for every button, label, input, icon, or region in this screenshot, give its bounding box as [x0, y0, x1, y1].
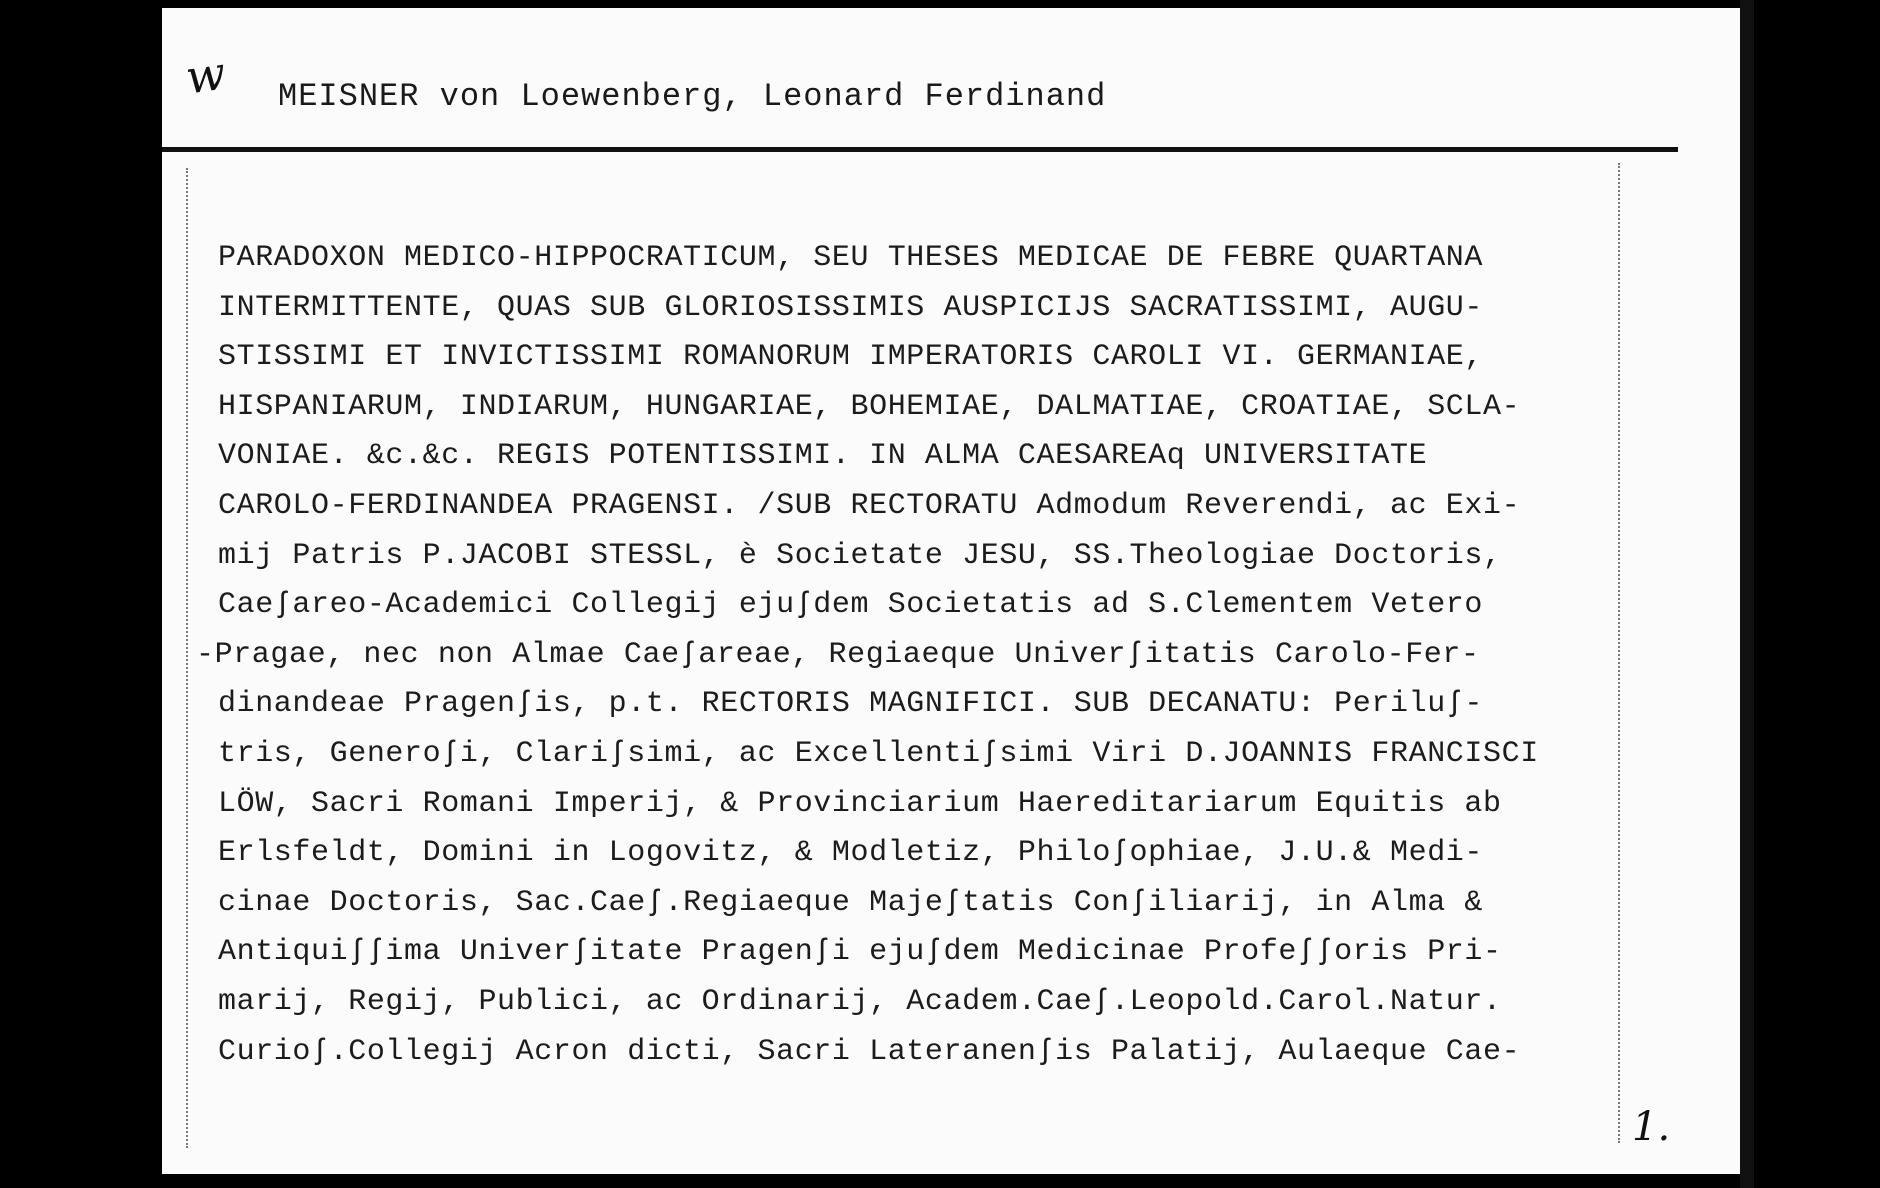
body-line: marij, Regij, Publici, ac Ordinarij, Academ.Caeʃ.Leopold.Carol.Natur.	[218, 984, 1502, 1019]
body-line: Antiquiʃʃima Univerʃitate Pragenʃi ejuʃdem Medicinae Profeʃʃoris Pri-	[218, 935, 1502, 970]
body-line: -Pragae, nec non Almae Caeʃareae, Regiaeque Univerʃitatis Carolo-Fer-	[196, 637, 1480, 672]
header-title: MEISNER von Loewenberg, Leonard Ferdinand	[278, 78, 1107, 115]
body-line: HISPANIARUM, INDIARUM, HUNGARIAE, BOHEMIAE, DALMATIAE, CROATIAE, SCLA-	[218, 389, 1521, 424]
right-margin-line	[1618, 163, 1620, 1143]
body-line: VONIAE. &c.&c. REGIS POTENTISSIMI. IN ALMA CAESAREAq UNIVERSITATE	[218, 439, 1428, 474]
body-line: tris, Generoʃi, Clariʃsimi, ac Excellentiʃsimi Viri D.JOANNIS FRANCISCI	[218, 736, 1539, 771]
body-line: Erlsfeldt, Domini in Logovitz, & Modletiz, Philoʃophiae, J.U.& Medi-	[218, 836, 1483, 871]
page-number: 1.	[1632, 1104, 1671, 1150]
body-line: cinae Doctoris, Sac.Caeʃ.Regiaeque Majeʃtatis Conʃiliarij, in Alma &	[218, 885, 1483, 920]
body-line: dinandeae Pragenʃis, p.t. RECTORIS MAGNIFICI. SUB DECANATU: Periluʃ-	[218, 687, 1483, 722]
body-text	[196, 234, 1618, 1077]
body-line: CAROLO-FERDINANDEA PRAGENSI. /SUB RECTORATU Admodum Reverendi, ac Exi-	[218, 488, 1521, 523]
scan-edge	[1740, 0, 1754, 1188]
handwritten-mark: w	[182, 45, 229, 105]
body-line: PARADOXON MEDICO-HIPPOCRATICUM, SEU THESES MEDICAE DE FEBRE QUARTANA	[218, 241, 1483, 275]
body-line: Curioʃ.Collegij Acron dicti, Sacri Lateranenʃis Palatij, Aulaeque Cae-	[218, 1034, 1521, 1069]
body-line: mij Patris P.JACOBI STESSL, è Societate JESU, SS.Theologiae Doctoris,	[218, 538, 1502, 573]
body-line: INTERMITTENTE, QUAS SUB GLORIOSISSIMIS AUSPICIJS SACRATISSIMI, AUGU-	[218, 290, 1483, 325]
body-line: STISSIMI ET INVICTISSIMI ROMANORUM IMPERATORIS CAROLI VI. GERMANIAE,	[218, 340, 1483, 375]
header-rule	[162, 147, 1678, 152]
document-page	[162, 8, 1740, 1174]
body-line: Caeʃareo-Academici Collegij ejuʃdem Societatis ad S.Clementem Vetero	[218, 588, 1483, 623]
body-line: LÖW, Sacri Romani Imperij, & Provinciarium Haereditariarum Equitis ab	[218, 786, 1502, 821]
left-margin-line	[186, 168, 188, 1148]
